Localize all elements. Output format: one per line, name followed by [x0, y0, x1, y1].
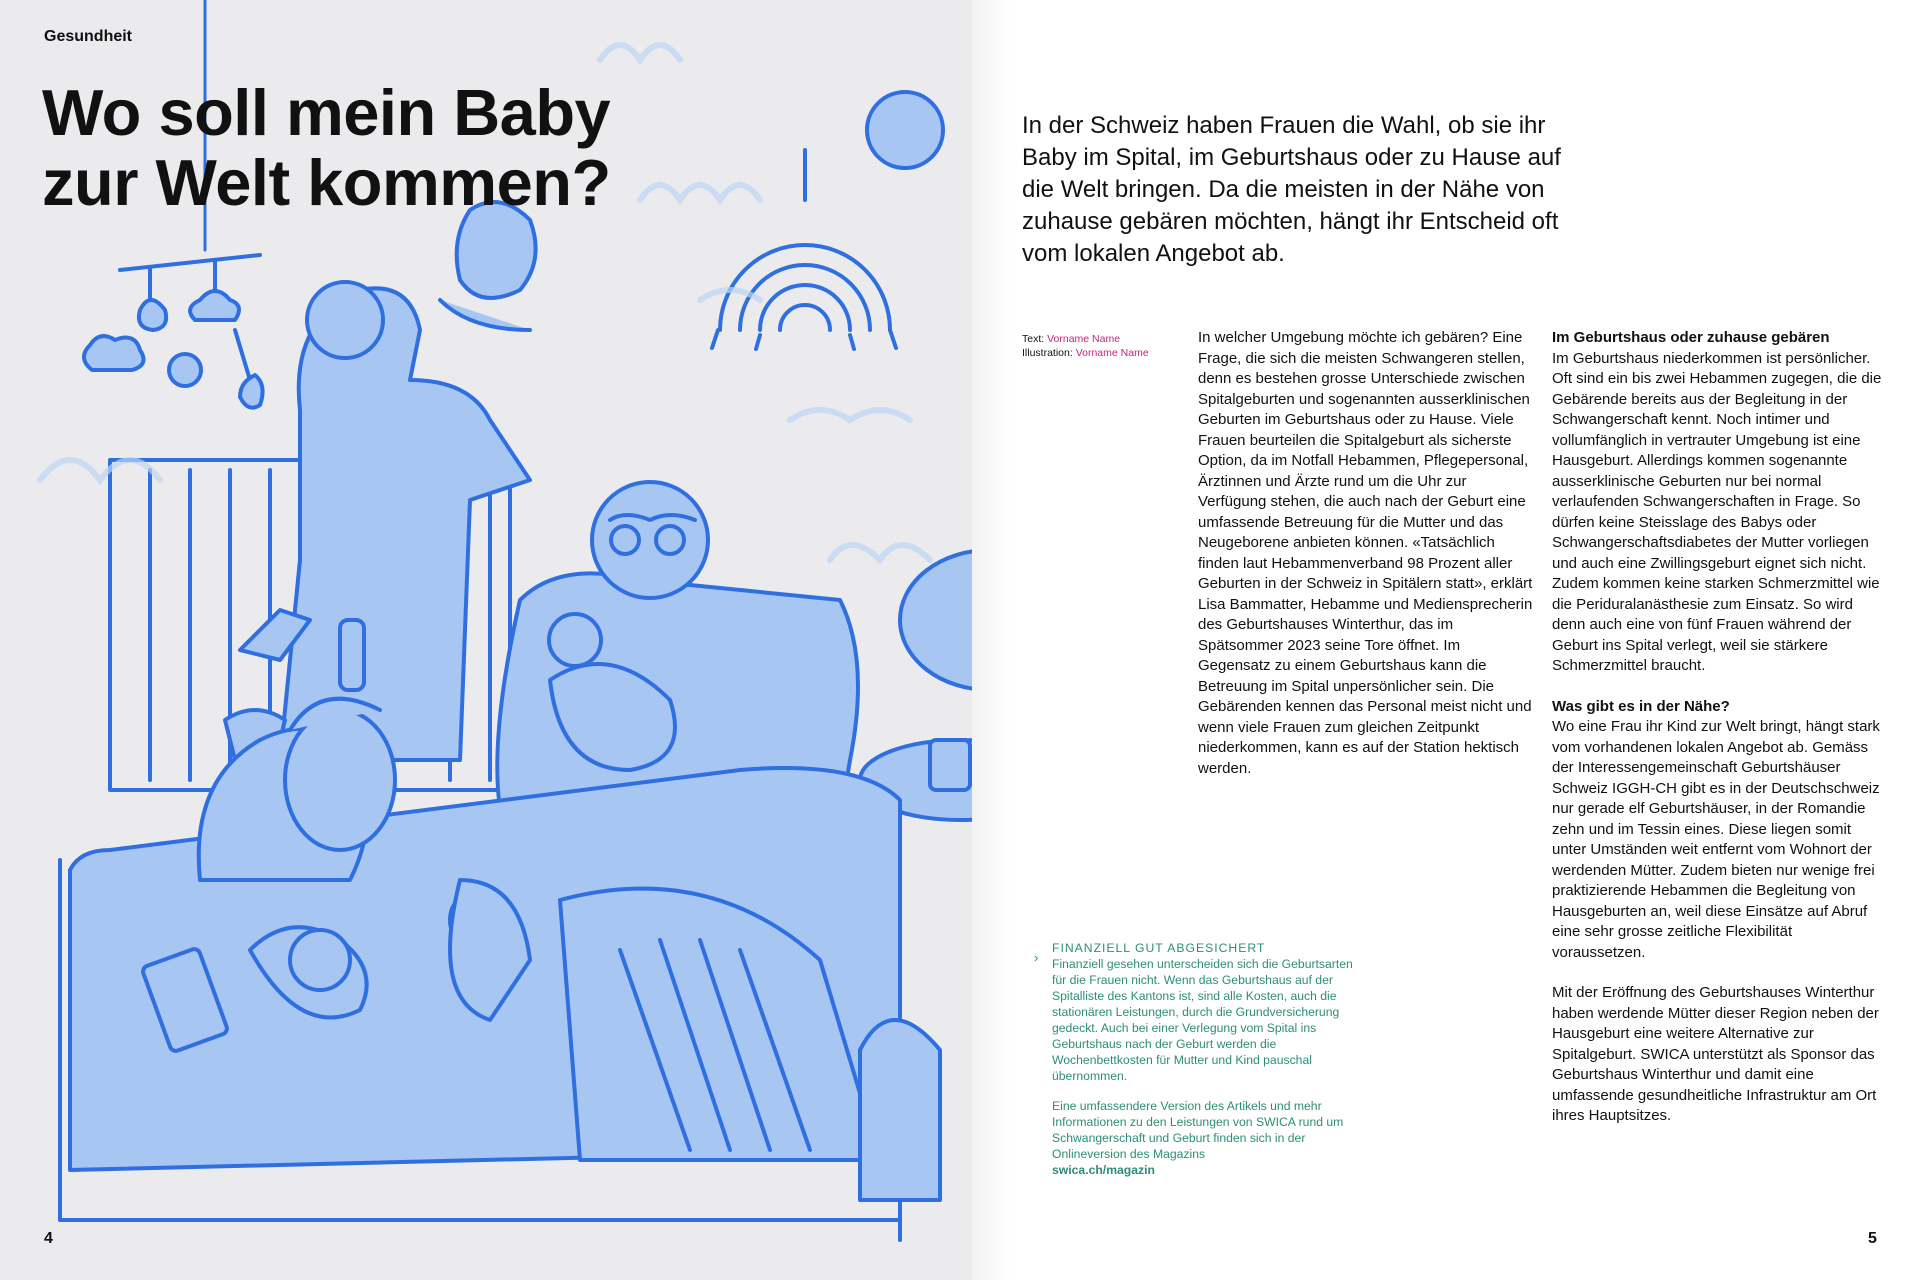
page-number-left: 4 — [44, 1230, 53, 1247]
body-section-2 — [1552, 697, 1882, 964]
credit-text-label: Text: — [1022, 333, 1045, 345]
subheading: Was gibt es in der Nähe? — [1552, 697, 1730, 715]
info-box-section-1 — [1052, 940, 1362, 1084]
info-box-text: Finanziell gesehen unterscheiden sich die Geburtsarten für die Frauen nicht. Wenn das Geburtshaus auf der Spitalliste des Kantons ist, sind alle Kosten, auch die stationären Leistungen, durch die Grundversicherung gedeckt. Auch bei einer Verlegung vom Spital ins Geburtshaus nach der Geburt werden die Wochenbettkosten für Mutter und Kind pauschal übernommen. — [1052, 957, 1353, 1083]
info-box-section-2 — [1052, 1098, 1362, 1178]
page-fold — [972, 0, 1012, 1280]
baby-mobile — [84, 255, 263, 408]
credit-illustration — [1022, 346, 1192, 360]
info-box-title: FINANZIELL GUT ABGESICHERT — [1052, 941, 1266, 955]
body-paragraph: Im Geburtshaus niederkommen ist persönlicher. Oft sind ein bis zwei Hebammen zugegen, die die Gebärende bereits aus der Begleitung in der Schwangerschaft kennt. Noch intimer und vollumfänglich in vertrauter Umgebung ist eine Hausgeburt. Allerdings kommen sogenannte ausserklinische Geburten nur bei normal verlaufenden Schwangerschaften in Frage. So dürfen keine Steisslage des Babys oder Schwangerschaftsdiabetes der Mutter vorliegen und auch eine Zwillingsgeburt eignet sich nicht. Zudem kommen keine starken Schmerzmittel wie die Periduralanästhesie zum Einsatz. So wird denn auch eine von fünf Frauen während der Geburt ins Spital verlegt, weil sie stärkere Schmerzmittel braucht. — [1552, 349, 1882, 674]
body-paragraph: In welcher Umgebung möchte ich gebären? Eine Frage, die sich die meisten Schwangeren stellen, denn es bestehen grosse Unterschiede zwischen Spitalgeburten und sogenannten ausserklinischen Geburten im Geburtshaus oder zu Hause. Viele Frauen beurteilen die Spitalgeburt als sicherste Option, da im Notfall Hebammen, Pflegepersonal, Ärztinnen und Ärzte rund um die Uhr zur Verfügung stehen, die auch nach der Geburt eine umfassende Betreuung für die Mutter und das Neugeborene anbieten können. «Tatsächlich finden laut Hebammenverband 98 Prozent aller Geburten in der Schweiz in Spitälern statt», erklärt Lisa Bammatter, Hebamme und Mediensprecherin des Geburtshauses Winterthur, das im Spätsommer 2023 seine Tore öffnet. Im Gegensatz zu einem Geburtshaus kann die Betreuung im Spital unpersönlicher sein. Die Gebärenden kennen das Personal meist nicht und wenn viele Frauen zum gleichen Zeitpunkt niederkommen, kann es auf der Station hektisch werden. — [1198, 329, 1533, 777]
credit-illustration-label: Illustration: — [1022, 347, 1073, 359]
credit-illustration-name: Vorname Name — [1075, 347, 1149, 359]
lead-paragraph: In der Schweiz haben Frauen die Wahl, ob sie ihr Baby im Spital, im Geburtshaus oder zu Hause auf die Welt bringen. Da die meisten in der Nähe von zuhause gebären möchten, hängt ihr Entscheid oft vom lokalen Angebot ab. — [1022, 112, 1561, 267]
body-column-2 — [1552, 328, 1882, 1147]
credits — [1022, 332, 1192, 360]
info-box-text: Eine umfassendere Version des Artikels und mehr Informationen zu den Leistungen von SWICA rund um Schwangerschaft und Geburt finden sich in der Onlineversion des Magazins — [1052, 1099, 1344, 1161]
magazine-link[interactable]: swica.ch/magazin — [1052, 1163, 1155, 1177]
body-section-1 — [1552, 328, 1882, 677]
info-box — [1052, 940, 1362, 1192]
chevron-right-icon: › — [1034, 950, 1039, 965]
section-label: Gesundheit — [44, 28, 133, 45]
rainbow-decoration — [712, 150, 896, 349]
credit-text-name: Vorname Name — [1047, 333, 1121, 345]
body-paragraph: Mit der Eröffnung des Geburtshauses Winterthur haben werdende Mütter dieser Region neben der Hausgeburt eine weitere Alternative zur Spitalgeburt. SWICA unterstützt als Sponsor das Geburtshaus Winterthur und damit eine umfassende gesundheitliche Infrastruktur am Ort ihres Hauptsitzes. — [1552, 984, 1879, 1124]
body-paragraph: Wo eine Frau ihr Kind zur Welt bringt, hängt stark vom vorhandenen lokalen Angebot ab. Gemäss der Interessengemeinschaft Geburtshäuser Schweiz IGGH-CH gibt es in der Deutschschweiz nur gerade elf Geburtshäuser, in der Romandie zehn und im Tessin eines. Diese liegen somit unter Umständen weit entfernt vom Wohnort der werdenden Mütter. Zudem bieten nur wenige frei praktizierende Hebammen die Begleitung von Hausgeburten an, weil diese Einsätze auf Abruf eine sehr grosse zeitliche Flexibilität voraussetzen. — [1552, 718, 1880, 961]
article-headline — [42, 78, 682, 218]
standing-woman — [280, 202, 536, 760]
subheading: Im Geburtshaus oder zuhause gebären — [1552, 329, 1830, 346]
headline-line-1: Wo soll mein Baby — [42, 76, 611, 149]
credit-text — [1022, 332, 1192, 346]
headline-line-2: zur Welt kommen? — [42, 146, 611, 219]
page-number-right: 5 — [1868, 1230, 1877, 1247]
body-column-1 — [1198, 328, 1534, 799]
sink — [900, 460, 972, 690]
